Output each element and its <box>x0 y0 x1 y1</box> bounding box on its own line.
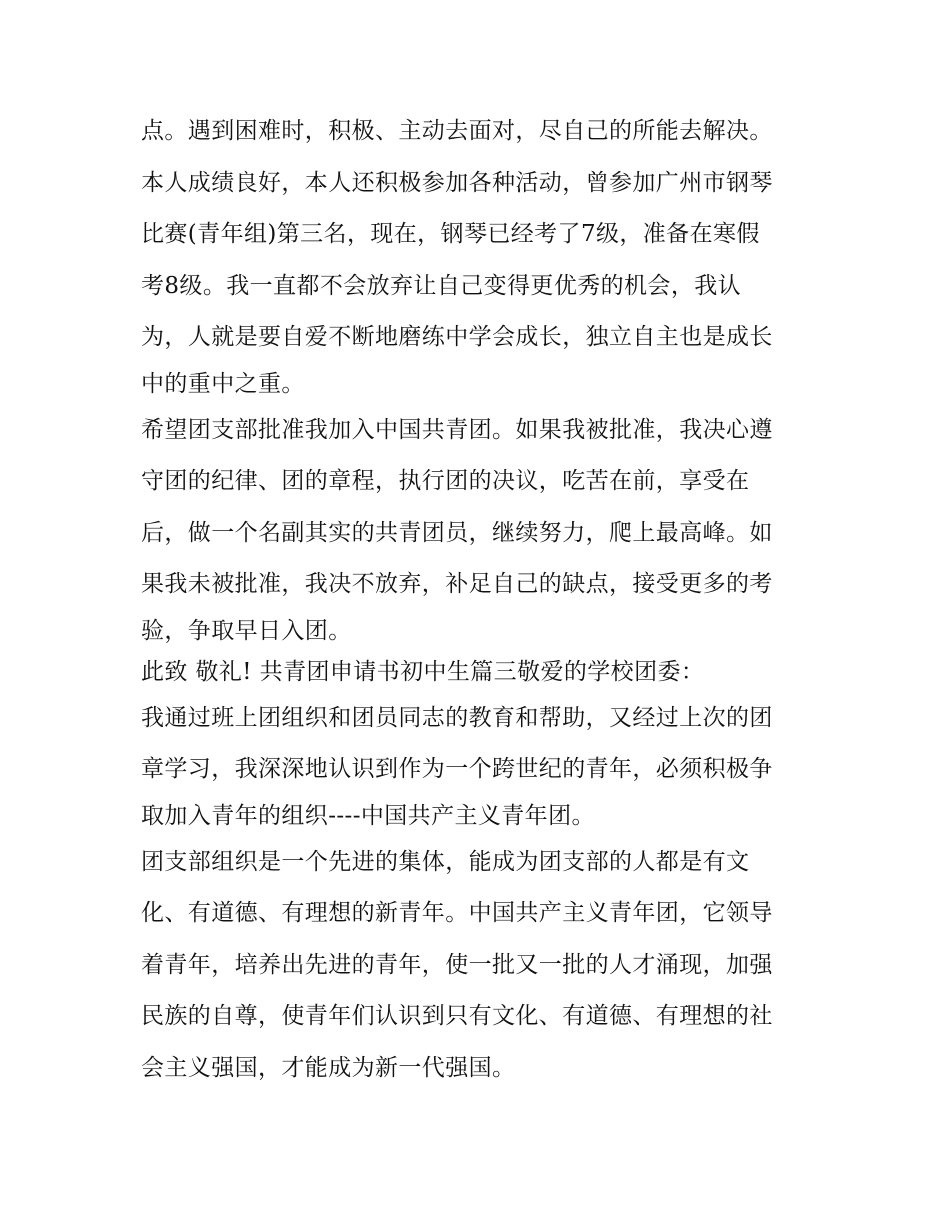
text-line: 后，做一个名副其实的共青团员，继续努力，爬上最高峰。如 <box>141 519 773 546</box>
text-line: 本人成绩良好，本人还积极参加各种活动，曾参加广州市钢琴 <box>141 169 773 196</box>
text-line: 此致 敬礼! 共青团申请书初中生篇三敬爱的学校团委： <box>141 658 705 685</box>
text-line: 我通过班上团组织和团员同志的教育和帮助，又经过上次的团 <box>141 704 773 731</box>
text-line: 民族的自尊，使青年们认识到只有文化、有道德、有理想的社 <box>141 1003 773 1029</box>
text-line: 中的重中之重。 <box>141 370 305 397</box>
text-line: 希望团支部批准我加入中国共青团。如果我被批准，我决心遵 <box>141 416 773 443</box>
text-line: 章学习，我深深地认识到作为一个跨世纪的青年，必须积极争 <box>141 756 773 782</box>
text-line: 守团的纪律、团的章程，执行团的决议，吃苦在前，享受在 <box>141 468 750 494</box>
text-line: 考8级。我一直都不会放弃让自己变得更优秀的机会，我认 <box>141 272 742 299</box>
text-line: 化、有道德、有理想的新青年。中国共产主义青年团，它领导 <box>141 900 773 926</box>
text-line: 会主义强国，才能成为新一代强国。 <box>141 1054 516 1081</box>
text-line: 为，人就是要自爱不断地磨练中学会成长，独立自主也是成长 <box>141 324 773 350</box>
text-line: 取加入青年的组织----中国共产主义青年团。 <box>141 802 595 829</box>
text-line: 点。遇到困难时，积极、主动去面对，尽自己的所能去解决。 <box>141 118 773 144</box>
text-line: 比赛(青年组)第三名，现在，钢琴已经考了7级，准备在寒假 <box>141 221 760 247</box>
text-line: 团支部组织是一个先进的集体，能成为团支部的人都是有文 <box>141 848 750 875</box>
text-line: 验，争取早日入团。 <box>141 617 352 644</box>
text-line: 着青年，培养出先进的青年，使一批又一批的人才涌现，加强 <box>141 951 773 978</box>
document-body <box>141 106 821 1094</box>
text-line: 果我未被批准，我决不放弃，补足自己的缺点，接受更多的考 <box>141 571 773 597</box>
